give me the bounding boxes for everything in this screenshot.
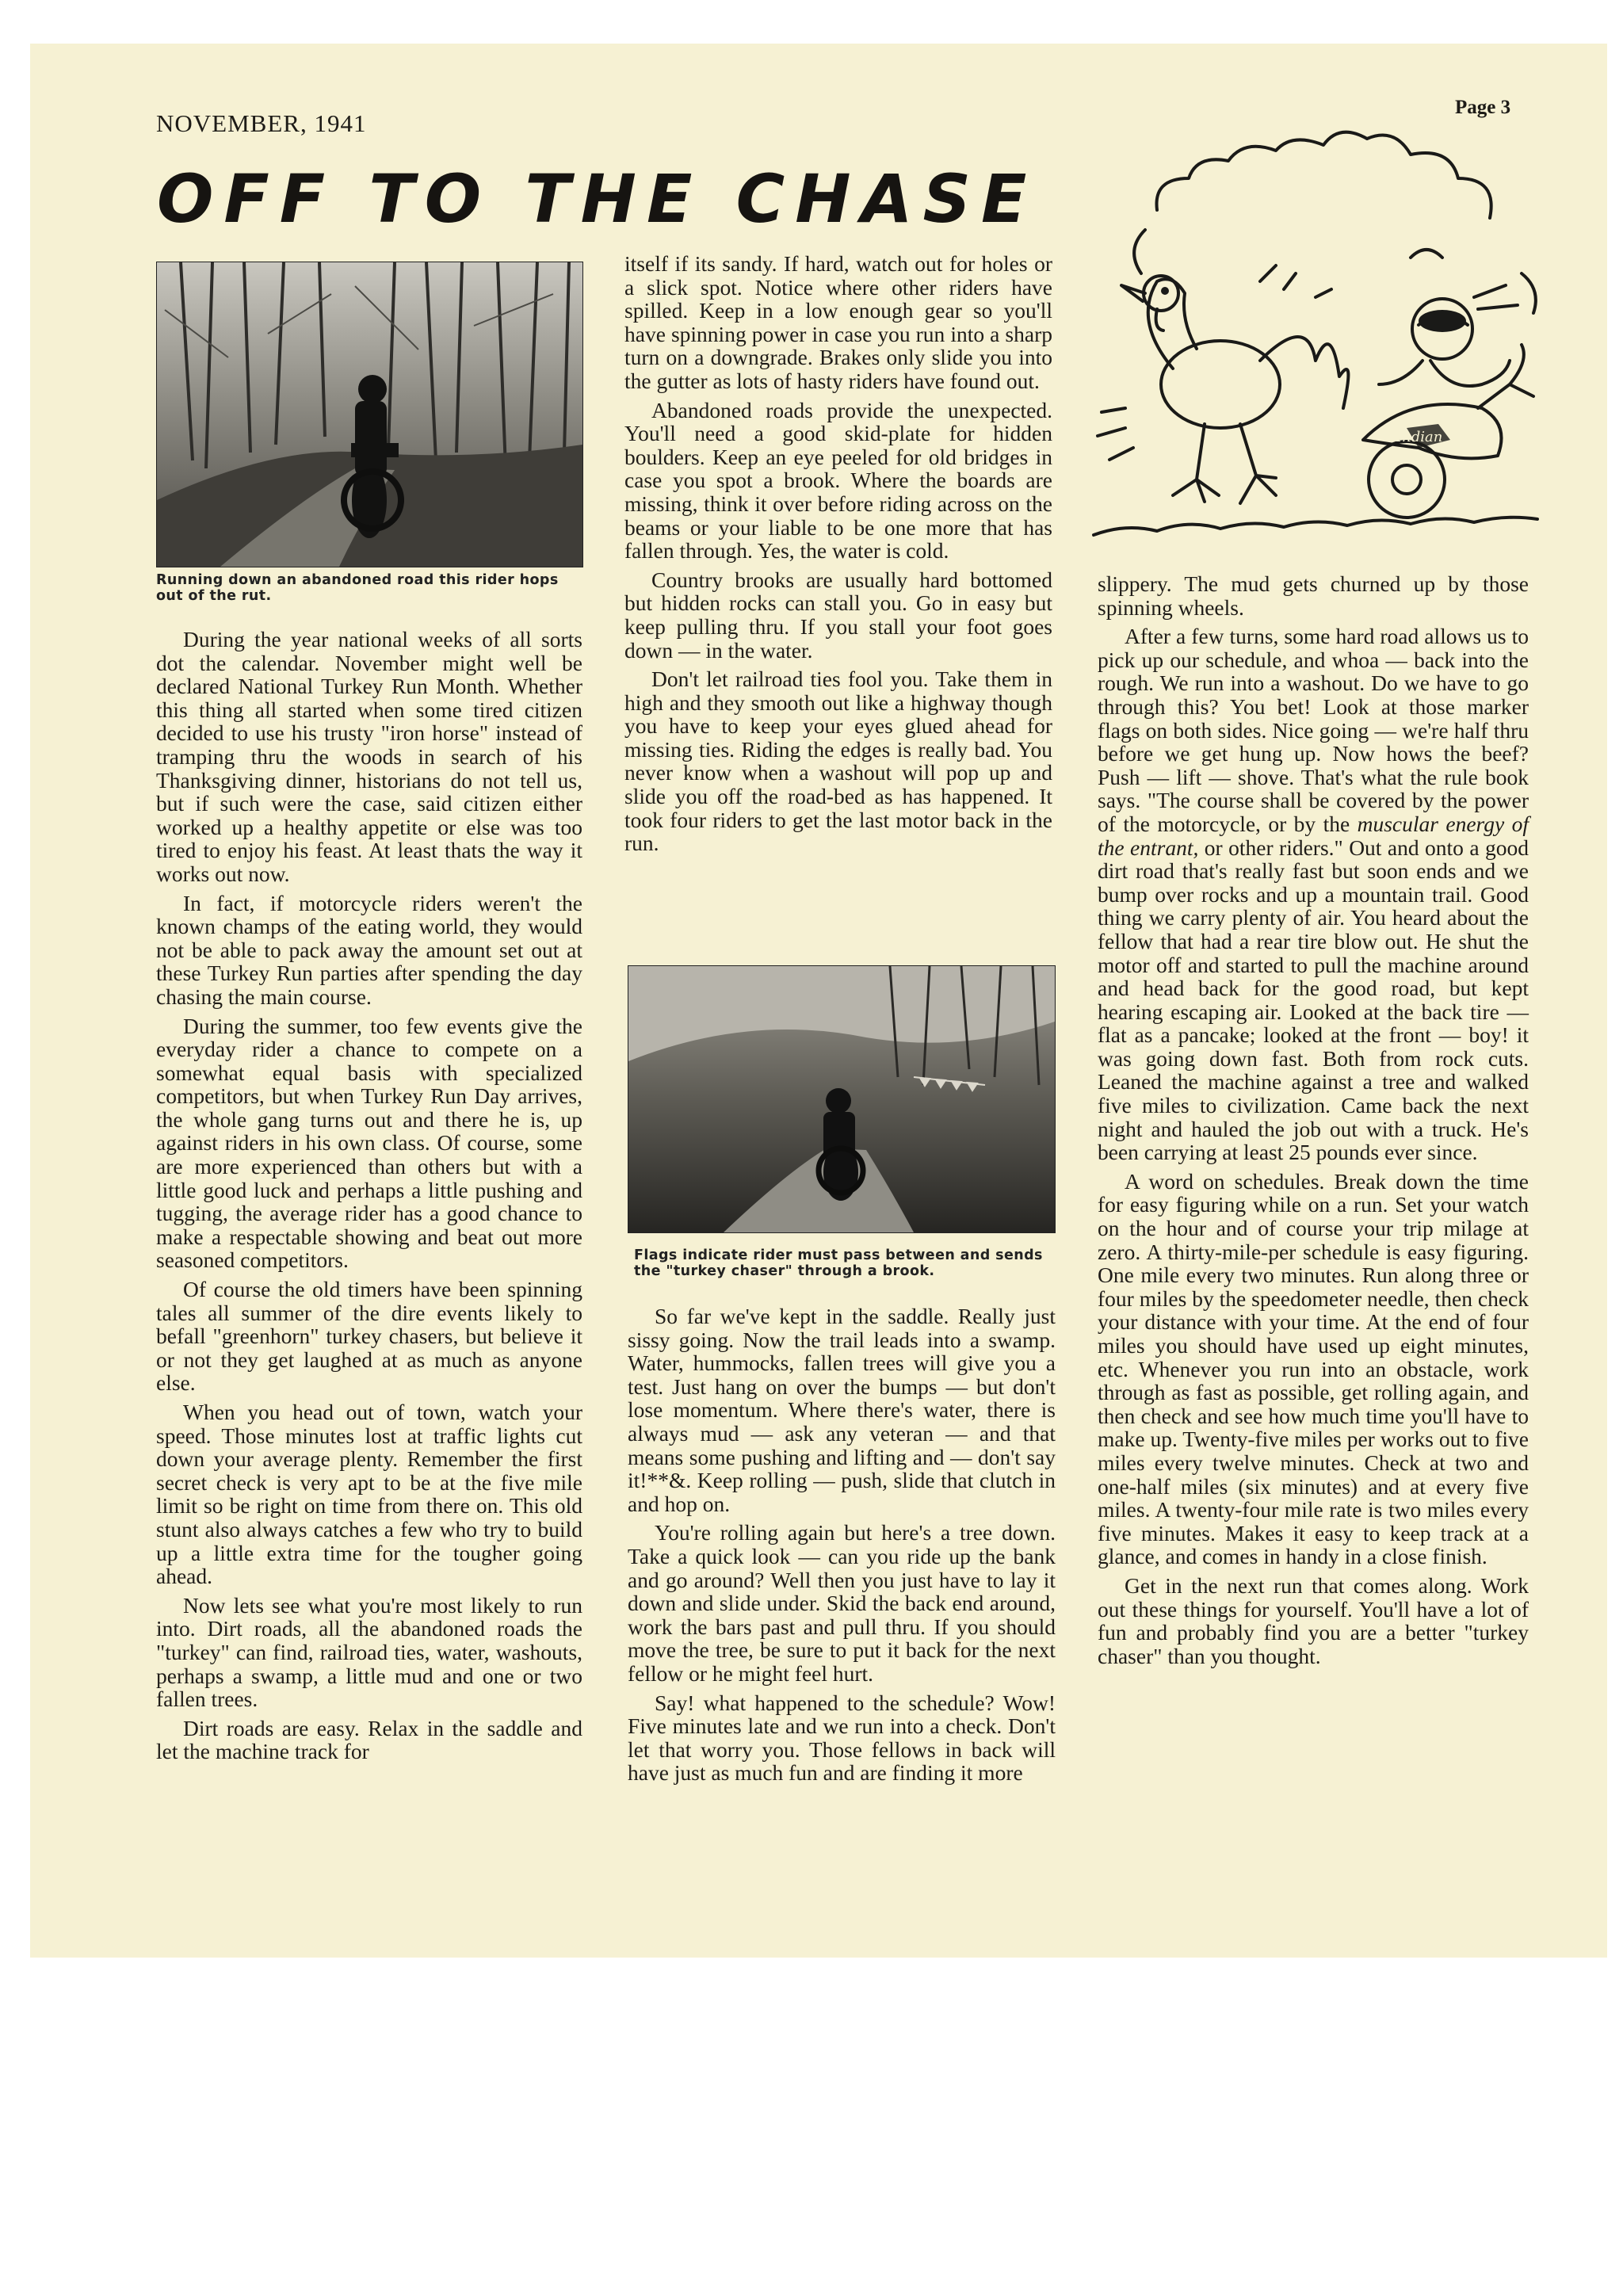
column-3 (1098, 572, 1529, 1673)
paragraph: Country brooks are usually hard bottomed but hidden rocks can stall you. Go in easy but keep pulling thru. If you stall your foot goes down — in the water. (624, 567, 1052, 663)
paragraph-text: After a few turns, some hard road allows us to pick up our schedule, and whoa — back into the rough. We run into a washout. Do we have to go through this? You bet! Look at those marker flags on both sides. Nice going — we're half thru before we get hung up. Now hows the beef? Push — lift — shove. That's what the rule book says. "The course shall be covered by the power of the motorcycle, or by the (1098, 624, 1529, 836)
column-2-bottom (628, 1305, 1056, 1790)
paragraph: During the year national weeks of all sorts dot the calendar. November might well be declared National Turkey Run Month. Whether this thing all started when some tired citizen decided to use his trusty "iron horse" instead of tramping thru the woods in search of his Thanksgiving dinner, historians do not tell us, but if such were the case, said citizen either worked up a healthy appetite or else was too tired to enjoy his feast. At least thats the way it works out now. (156, 627, 582, 886)
paragraph: Dirt roads are easy. Relax in the saddle and let the machine track for (156, 1715, 582, 1764)
paragraph: When you head out of town, watch your speed. Those minutes lost at traffic lights cut down your average plenty. Remember the first secret check is very apt to be at the five mile limit so be right on time from there on. This old stunt also always catches a few who try to build up a little extra time for the tougher going ahead. (156, 1400, 582, 1589)
paragraph: slippery. The mud gets churned up by those spinning wheels. (1098, 571, 1529, 620)
article-title: OFF TO THE CHASE (157, 160, 1037, 238)
issue-date: NOVEMBER, 1941 (156, 109, 367, 137)
column-1 (156, 628, 582, 1769)
paragraph: In fact, if motorcycle riders weren't the known champs of the eating world, they would not be able to pack away the amount set out at these Turkey Run parties after spending the day chasing the main course. (156, 890, 582, 1009)
paragraph-text: or other riders." Out and onto a good dirt road that's really fast but soon ends and we bump over rocks and up a mountain trail. Good thing we carry plenty of air. You heard about the fellow that had a rear tire blow out. He shut the motor off and started to pull the machine around and head back for the good road, but kept hearing escaping air. Looked at the back tire — flat as a pancake; looked at the front — boy! it was going down fast. Both from rock cuts. Leaned the machine against a tree and walked five miles to civilization. Came back the next night and hauled the job out with a truck. He's been carrying at least 25 pounds ever since. (1098, 835, 1529, 1165)
photo1-caption: Running down an abandoned road this rider hops out of the rut. (156, 572, 559, 604)
photo-rider-brook (628, 965, 1056, 1233)
paragraph: A word on schedules. Break down the time for easy figuring while on a run. Set your watch on the hour and of course your trip milage at zero. A thirty-mile-per schedule is easy figuring. One mile every two minutes. Run along three or four miles by the speedometer needle, then check your distance with your time. At the end of four miles you should have used up eight minutes, etc. Whenever you run into an obstacle, work through as fast as possible, get rolling again, and then check and see how much time you'll have to make up. Twenty-five miles per works out to five miles every twelve minutes. Check at two and one-half miles (six minutes) and at every five miles. A twenty-four mile rate is two miles every five minutes. Makes it easy to keep track at a glance, and comes in handy in a close finish. (1098, 1168, 1529, 1569)
paragraph: Of course the old timers have been spinning tales all summer of the dire events likely to befall "greenhorn" turkey chasers, but believe it or not they get laughed at as much as anyone else. (156, 1277, 582, 1396)
photo2-caption: Flags indicate rider must pass between and sends the "turkey chaser" through a brook. (634, 1247, 1043, 1279)
page-number: Page 3 (1455, 97, 1511, 118)
paragraph: Say! what happened to the schedule? Wow! Five minutes late and we run into a check. Don't let that worry you. Those fellows in back will have just as much fun and are finding it more (628, 1690, 1056, 1786)
rule-quote-italic: muscular energy of the entrant, (1098, 811, 1529, 860)
paragraph: itself if its sandy. If hard, watch out for holes or a slick spot. Notice where other riders have spilled. Keep in a low enough gear so you'll have spinning power in case you run into a sharp turn on a downgrade. Brakes only slide you into the gutter as lots of hasty riders have found out. (624, 251, 1052, 393)
paragraph: During the summer, too few events give the everyday rider a chance to compete on a somewhat equal basis with specialized competitors, but when Turkey Run Day arrives, the whole gang turns out and there he is, up against riders in his own class. Of course, some are more experienced than others but with a little good luck and perhaps a little pushing and tugging, the average rider has a good chance to make a respectable showing and beat out more seasoned competitors. (156, 1013, 582, 1273)
photo-rider-abandoned-road (156, 262, 583, 567)
paragraph: Now lets see what you're most likely to run into. Dirt roads, all the abandoned roads the "turkey" can find, railroad ties, water, washouts, perhaps a swamp, a little mud and one or two fallen trees. (156, 1592, 582, 1712)
paragraph: Don't let railroad ties fool you. Take them in high and they smooth out like a highway though you have to keep your eyes glued ahead for missing ties. Riding the edges is really bad. You never know when a washout will pop up and slide you off the road-bed as has happened. It took four riders to get the last motor back in the run. (624, 667, 1052, 856)
paragraph: Abandoned roads provide the unexpected. You'll need a good skid-plate for hidden boulders. Keep an eye peeled for old bridges in case you spot a brook. Where the boards are missing, think it over before riding across on the beams or your liable to be one more that has fallen through. Yes, the water is cold. (624, 397, 1052, 563)
paragraph: Get in the next run that comes along. Work out these things for yourself. You'll have a lot of fun and probably find you are a better "turkey chaser" than you thought. (1098, 1572, 1529, 1668)
cartoon-brand-lettering: Indian (1396, 429, 1443, 445)
column-2-top (624, 252, 1052, 861)
paragraph (1098, 625, 1529, 1164)
paragraph: You're rolling again but here's a tree down. Take a quick look — can you ride up the bank and go around? Well then you just have to lay it down and slide under. Skid the back end around, work the bars past and pull thru. If you should move the tree, be sure to put it back for the next fellow or he might feel hurt. (628, 1520, 1056, 1686)
cartoon-turkey-and-motorcyclist (1078, 123, 1549, 567)
paragraph: So far we've kept in the saddle. Really just sissy going. Now the trail leads into a swamp. Water, hummocks, fallen trees will give you a test. Just hang on over the bumps — but don't lose momentum. Where there's water, there is always mud — ask any veteran — and that means some pushing and lifting and — don't say it!**&. Keep rolling — push, slide that clutch in and hop on. (628, 1304, 1056, 1516)
